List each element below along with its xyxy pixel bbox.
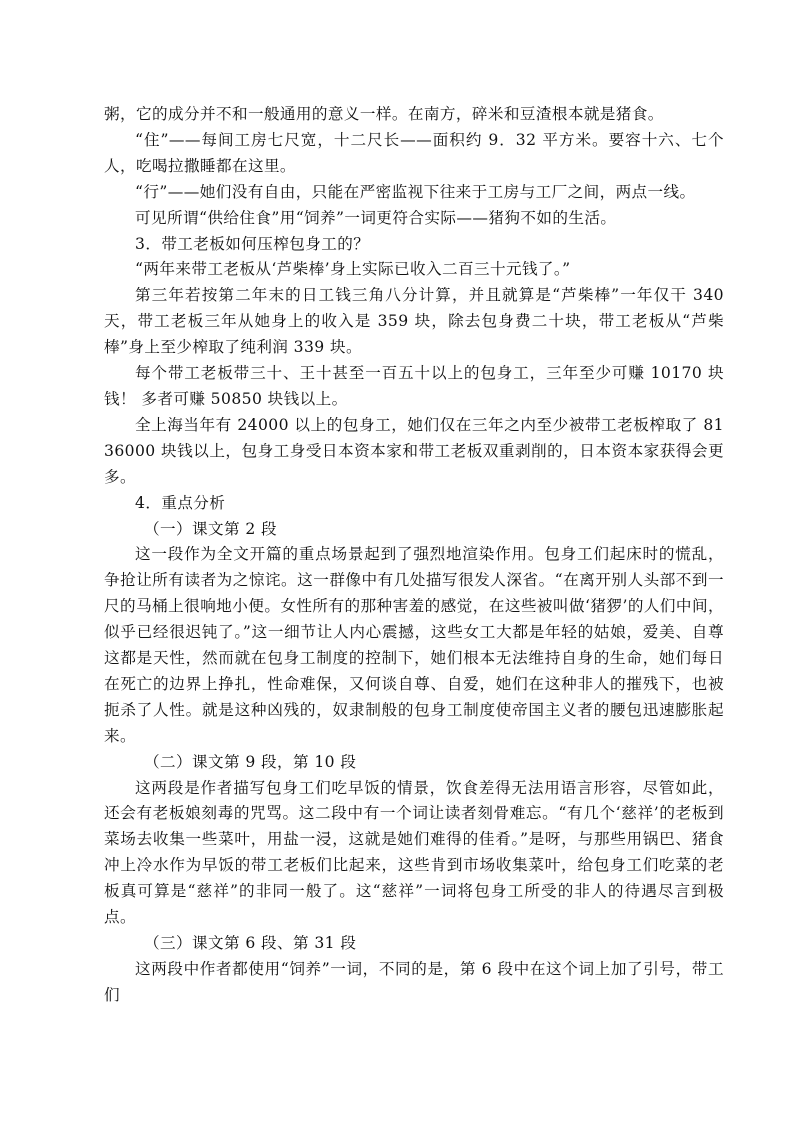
body-paragraph: “住”——每间工房七尺宽，十二尺长——面积约 9．32 平方米。要容十六、七个人，吃喝拉撒睡都在这里。 [104, 130, 724, 175]
document-body [104, 102, 724, 1009]
subsection-heading: （二）课文第 9 段，第 10 段 [144, 752, 357, 771]
subsection-heading: （一）课文第 2 段 [144, 519, 277, 538]
body-paragraph: “行”——她们没有自由，只能在严密监视下往来于工房与工厂之间，两点一线。 [135, 182, 696, 201]
body-paragraph: 可见所谓“供给住食”用“饲养”一词更符合实际——猪狗不如的生活。 [135, 208, 617, 227]
body-paragraph: 这一段作为全文开篇的重点场景起到了强烈地渲染作用。包身工们起床时的慌乱，争抢让所有读者为之惊诧。这一群像中有几处描写很发人深省。“在离开别人头部不到一尺的马桶上很响地小便。女性所有的那种害羞的感觉，在这些被叫做‘猪猡’的人们中间，似乎已经很迟钝了。”这一细节让人内心震撼，这些女工大都是年轻的姑娘，爱美、自尊这都是天性，然而就在包身工制度的控制下，她们根本无法维持自身的生命，她们每日在死亡的边界上挣扎，性命难保，又何谈自尊、自爱，她们在这种非人的摧残下，也被扼杀了人性。就是这种凶残的，奴隶制般的包身工制度使帝国主义者的腰包迅速膨胀起来。 [104, 545, 724, 745]
section-heading: 4．重点分析 [135, 493, 226, 512]
body-paragraph: 这两段是作者描写包身工们吃早饭的情景，饮食差得无法用语言形容，尽管如此，还会有老板娘刻毒的咒骂。这二段中有一个词让读者刻骨难忘。“有几个‘慈祥’的老板到菜场去收集一些菜叶，用盐一浸，这就是她们难得的佳肴。”是呀，与那些用锅巴、猪食冲上冷水作为早饭的带工老板们比起来，这些肯到市场收集菜叶，给包身工们吃菜的老板真可算是“慈祥”的非同一般了。这“慈祥”一词将包身工所受的非人的待遇尽言到极点。 [104, 778, 724, 927]
quote-paragraph: “两年来带工老板从‘芦柴棒’身上实际已收入二百三十元钱了。” [135, 260, 571, 279]
subsection-heading: （三）课文第 6 段、第 31 段 [144, 934, 357, 952]
body-paragraph: 第三年若按第二年末的日工钱三角八分计算，并且就算是“芦柴棒”一年仅干 340 天，带工老板三年从她身上的收入是 359 块，除去包身费二十块，带工老板从“芦柴棒”身上至少榨取了纯利润 339 块。 [104, 286, 724, 357]
section-heading: 3．带工老板如何压榨包身工的？ [135, 234, 370, 253]
body-paragraph: 这两段中作者都使用“饲养”一词，不同的是，第 6 段中在这个词上加了引号，带工们 [104, 959, 724, 1004]
body-paragraph: 粥，它的成分并不和一般通用的意义一样。在南方，碎米和豆渣根本就是猪食。 [104, 105, 664, 123]
body-paragraph: 全上海当年有 24000 以上的包身工，她们仅在三年之内至少被带工老板榨取了 8136000 块钱以上，包身工身受日本资本家和带工老板双重剥削的，日本资本家获得会更多。 [104, 415, 724, 486]
body-paragraph: 每个带工老板带三十、王十甚至一百五十以上的包身工，三年至少可赚 10170 块钱！ 多者可赚 50850 块钱以上。 [104, 364, 724, 408]
